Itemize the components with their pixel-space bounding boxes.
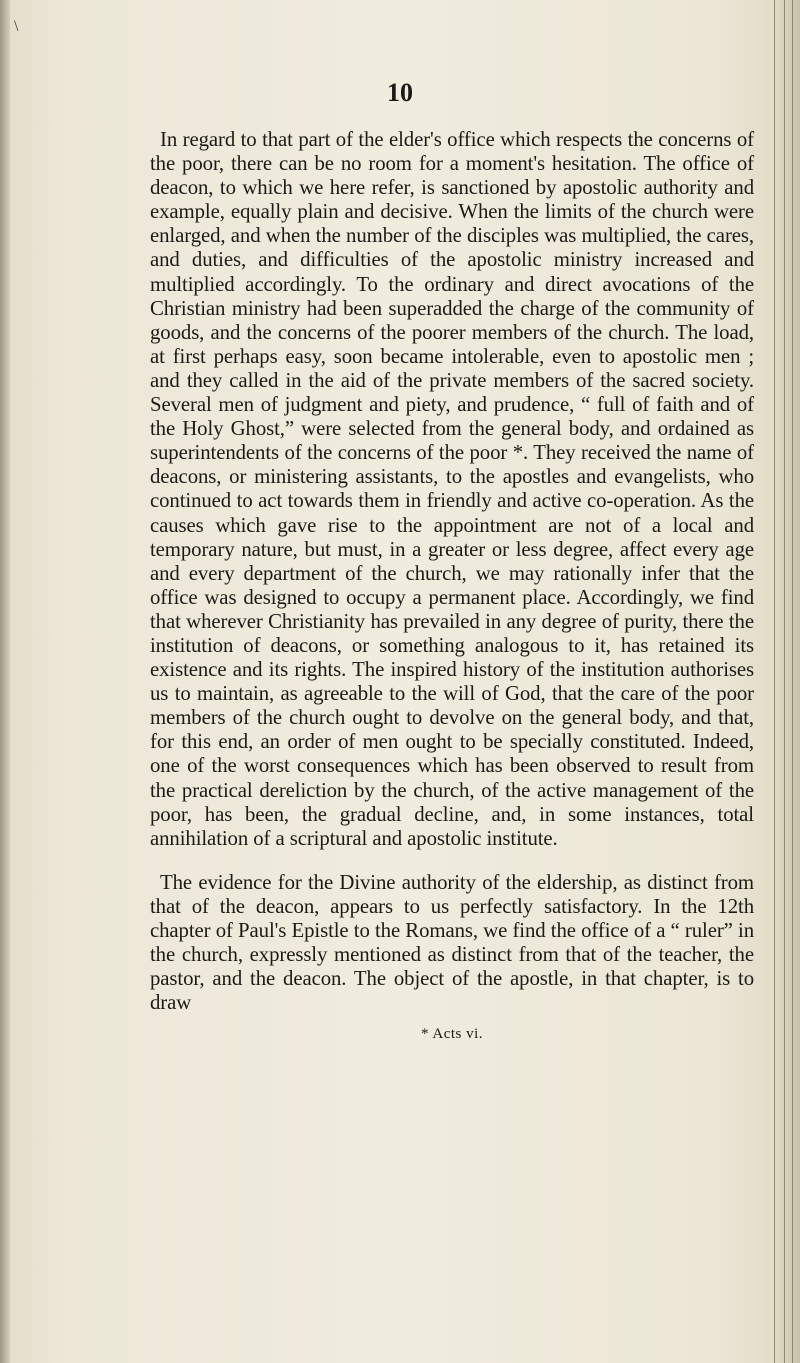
page-gutter-shadow (0, 0, 10, 1363)
page-right-edge (770, 0, 800, 1363)
footnote: * Acts vi. (420, 1026, 484, 1042)
page-edge-line (792, 0, 793, 1363)
page-number: 10 (387, 78, 413, 107)
body-text (150, 128, 754, 1015)
corner-mark: \ (14, 18, 19, 35)
paragraph-eldership-evidence: The evidence for the Divine authority of the eldership, as distinct from that of the deacon, appears to us perfectly satisfactory. In the 12th chapter of Paul's Epistle to the Romans, we find the office of a “ ruler” in the church, expressly mentioned as distinct from that of the teacher, the pastor, and the deacon. The object of the apostle, in that chapter, is to draw (150, 870, 754, 1015)
page-edge-line (774, 0, 775, 1363)
paragraph-deacon-office: In regard to that part of the elder's office which respects the concerns of the poor, there can be no room for a moment's hesitation. The office of deacon, to which we here refer, is sanctioned by apostolic authority and example, equally plain and decisive. When the limits of the church were enlarged, and when the number of the disciples was multiplied, the cares, and duties, and difficulties of the apostolic ministry increased and multiplied accordingly. To the ordinary and direct avocations of the Christian ministry had been superadded the charge of the community of goods, and the concerns of the poorer members of the church. The load, at first perhaps easy, soon became intolerable, even to apostolic men ; and they called in the aid of the private members of the sacred society. Several men of judgment and piety, and prudence, “ full of faith and of the Holy Ghost,” were selected from the general body, and ordained as superintendents of the concerns of the poor *. They received the name of deacons, or ministering assistants, to the apostles and evangelists, who continued to act towards them in friendly and active co-operation. As the causes which gave rise to the appointment are not of a local and temporary nature, but must, in a greater or less degree, affect every age and every department of the church, we may rationally infer that the office was designed to occupy a permanent place. Accordingly, we find that wherever Christianity has prevailed in any degree of purity, there the institution of deacons, or something analogous to it, has retained its existence and its rights. The inspired history of the institution authorises us to maintain, as agreeable to the will of God, that the care of the poor members of the church ought to devolve on the general body, and that, for this end, an order of men ought to be specially constituted. Indeed, one of the worst consequences which has been observed to result from the practical dereliction by the church, of the active management of the poor, has been, the gradual decline, and, in some instances, total annihilation of a scriptural and apostolic institute. (150, 128, 754, 850)
page-edge-line (784, 0, 785, 1363)
